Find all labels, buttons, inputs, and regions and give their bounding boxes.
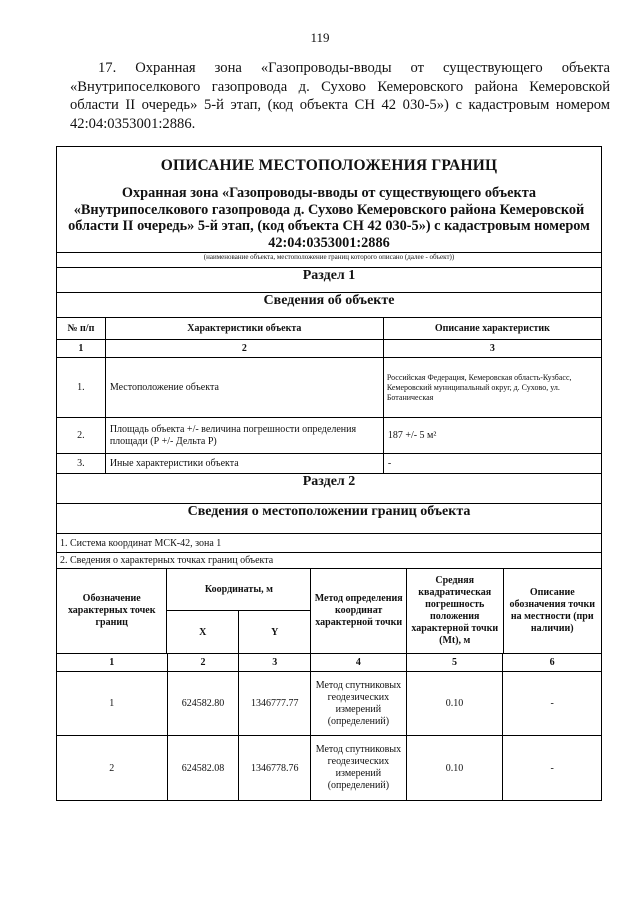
page-number: 119 <box>310 30 330 45</box>
point-id: 2 <box>57 736 168 800</box>
section2-subtitle: Сведения о местоположении границ объекта <box>57 504 601 534</box>
row-number: 2. <box>57 418 106 453</box>
point-id: 1 <box>57 672 168 735</box>
section1-subtitle: Сведения об объекте <box>57 293 601 318</box>
header-coords-group <box>167 569 311 653</box>
table-row <box>57 454 601 474</box>
header-point-desc: Описание обозначения точки на местности (при наличии) <box>509 587 595 634</box>
boundary-description-frame <box>56 146 602 801</box>
header-method: Метод определения координат характерной точки <box>311 569 407 653</box>
colnum: 6 <box>549 657 555 668</box>
header-error: Средняя квадратическая погрешность положения характерной точки (Mt), м <box>407 569 504 653</box>
points-colnum-row <box>57 654 601 672</box>
colnum: 5 <box>407 654 504 671</box>
header-designation: Обозначение характерных точек границ <box>57 569 167 653</box>
point-x: 624582.08 <box>168 736 240 800</box>
point-method: Метод спутниковых геодезических измерений (определений) <box>311 672 407 735</box>
point-method: Метод спутниковых геодезических измерений (определений) <box>311 736 407 800</box>
point-error: 0.10 <box>407 736 504 800</box>
header-characteristic: Характеристики объекта <box>106 318 384 339</box>
object-name: Охранная зона «Газопроводы-вводы от существующего объекта «Внутрипоселкового газопровода д. Сухово Кемеровского района Кемеровской области II очередь» 5-й этап, (код объекта СН 42 030-5») с кадастровым номером 42:04:0353001:2886 <box>68 185 590 251</box>
colnum: 2 <box>106 340 384 357</box>
colnum: 3 <box>489 343 495 354</box>
intro-paragraph <box>70 59 610 133</box>
colnum: 1 <box>57 654 168 671</box>
header-num: № п/п <box>57 318 106 339</box>
section1-colnum-row <box>57 340 601 358</box>
header-description: Описание характеристик <box>434 323 550 334</box>
intro-number: 17. <box>98 60 117 76</box>
header-y: Y <box>271 626 279 638</box>
colnum: 3 <box>239 654 311 671</box>
location-text: Российская Федерация, Кемеровская область-Кузбасс, Кемеровский муниципальный округ, д. Сухово, ул. Ботаническая <box>386 372 572 402</box>
row-characteristic: Местоположение объекта <box>106 358 384 417</box>
row-characteristic: Площадь объекта +/- величина погрешности определения площади (Р +/- Дельта Р) <box>106 418 384 453</box>
point-desc: - <box>550 762 554 774</box>
table-row <box>57 672 601 736</box>
intro-text: Охранная зона «Газопроводы-вводы от существующего объекта «Внутрипоселкового газопровода д. Сухово Кемеровского района Кемеровской области II очередь» 5-й этап, (код объекта СН 42 030-5») с кадастровым номером 42:04:0353001:2886. <box>70 60 611 132</box>
point-y: 1346778.76 <box>239 736 311 800</box>
point-error: 0.10 <box>407 672 504 735</box>
document-title: ОПИСАНИЕ МЕСТОПОЛОЖЕНИЯ ГРАНИЦ <box>160 157 498 174</box>
row-description <box>384 358 601 417</box>
row-description: 187 +/- 5 м² <box>387 430 437 441</box>
row-characteristic: Иные характеристики объекта <box>106 454 384 473</box>
point-desc: - <box>550 698 554 709</box>
title-block <box>57 147 601 253</box>
point-x: 624582.80 <box>168 672 240 735</box>
header-coords: Координаты, м <box>167 569 310 611</box>
coordinate-system: 1. Система координат МСК-42, зона 1 <box>57 534 601 553</box>
row-number: 1. <box>57 358 106 417</box>
colnum: 1 <box>57 340 106 357</box>
table-row <box>57 736 601 800</box>
table-row <box>57 358 601 418</box>
row-number: 3. <box>57 454 106 473</box>
section2-title: Раздел 2 <box>57 474 601 504</box>
points-caption: 2. Сведения о характерных точках границ объекта <box>57 553 601 569</box>
points-header-row <box>57 569 601 654</box>
table-row <box>57 418 601 454</box>
point-y: 1346777.77 <box>239 672 311 735</box>
object-caption: (наименование объекта, местоположение границ которого описано (далее - объект)) <box>57 253 601 268</box>
section1-title: Раздел 1 <box>57 268 601 293</box>
row-description: - <box>387 458 392 469</box>
colnum: 4 <box>311 654 407 671</box>
colnum: 2 <box>168 654 240 671</box>
header-x: X <box>167 611 239 653</box>
section1-header-row <box>57 318 601 340</box>
